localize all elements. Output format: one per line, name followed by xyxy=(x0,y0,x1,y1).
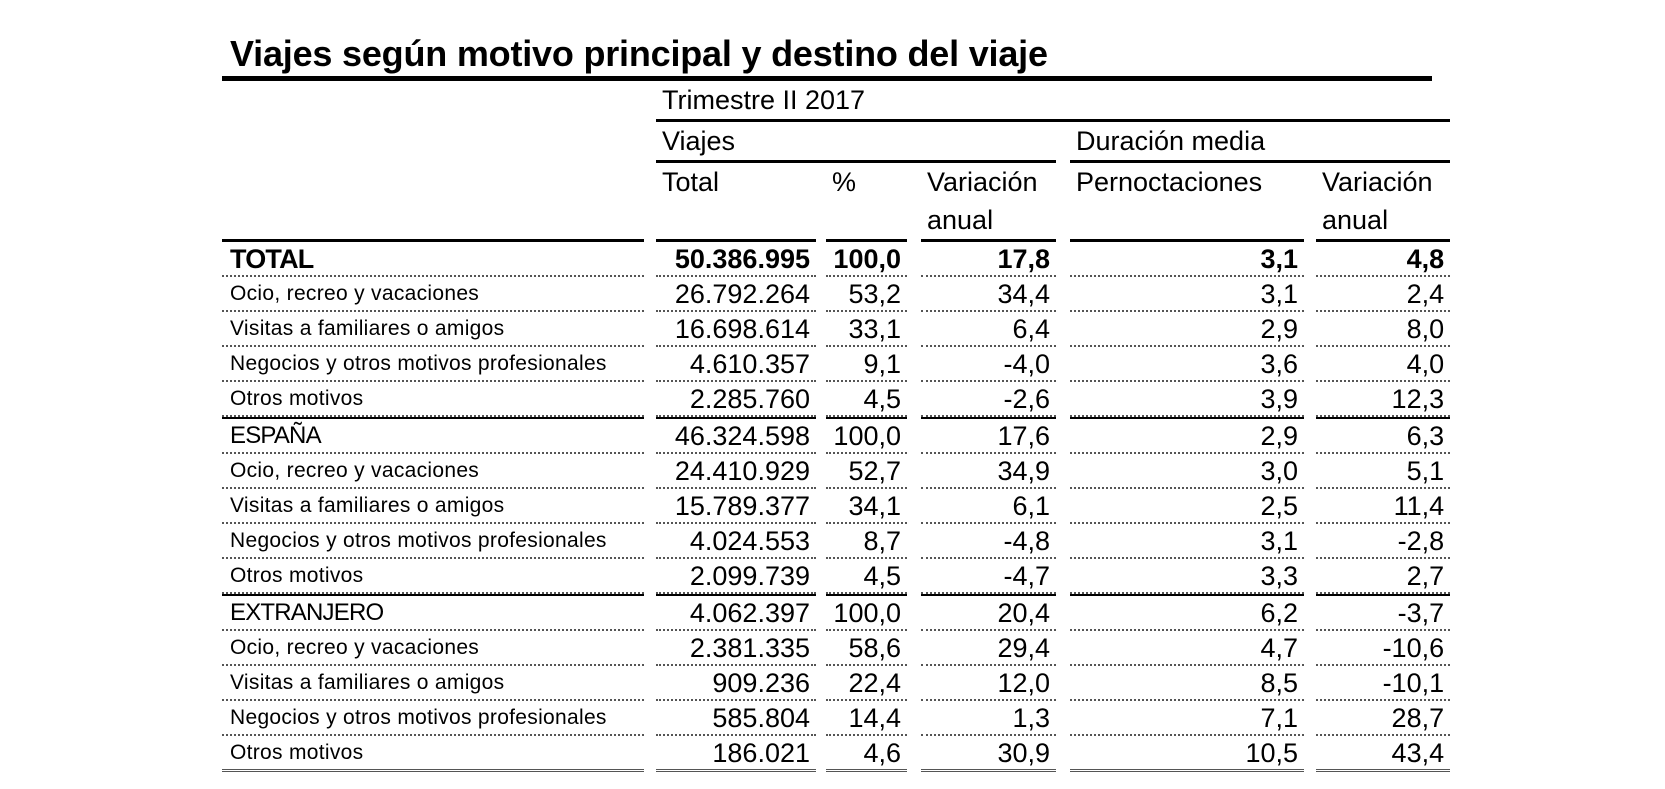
cell-pernoctaciones: 3,3 xyxy=(1070,559,1304,594)
cell-variation-duration: 2,4 xyxy=(1316,277,1450,312)
table-document xyxy=(222,33,1445,772)
cell-variation: 1,3 xyxy=(921,701,1056,736)
cell-variation: -4,7 xyxy=(921,559,1056,594)
table-row xyxy=(222,524,1450,559)
cell-pct: 4,5 xyxy=(826,382,907,417)
cell-pct: 34,1 xyxy=(826,489,907,524)
cell-pernoctaciones: 8,5 xyxy=(1070,666,1304,701)
cell-variation-duration: 5,1 xyxy=(1316,454,1450,489)
row-label: TOTAL xyxy=(222,239,644,277)
cell-pct: 8,7 xyxy=(826,524,907,559)
col-var-header: Variación xyxy=(927,166,1038,197)
table-row xyxy=(222,736,1450,772)
row-label: Ocio, recreo y vacaciones xyxy=(222,631,644,666)
row-label: Negocios y otros motivos profesionales xyxy=(222,524,644,559)
table-row xyxy=(222,594,1450,631)
cell-total: 15.789.377 xyxy=(656,489,816,524)
cell-total: 4.610.357 xyxy=(656,347,816,382)
cell-variation: 17,6 xyxy=(921,417,1056,454)
row-label: Otros motivos xyxy=(222,382,644,417)
cell-total: 50.386.995 xyxy=(656,239,816,277)
row-label: Otros motivos xyxy=(222,736,644,772)
table-row xyxy=(222,631,1450,666)
cell-variation: 34,9 xyxy=(921,454,1056,489)
cell-total: 2.381.335 xyxy=(656,631,816,666)
cell-variation-duration: 43,4 xyxy=(1316,736,1450,772)
cell-variation: 17,8 xyxy=(921,239,1056,277)
travel-table xyxy=(222,81,1450,772)
col-total-header: Total xyxy=(662,166,720,197)
row-label: Negocios y otros motivos profesionales xyxy=(222,701,644,736)
cell-variation: -4,8 xyxy=(921,524,1056,559)
col-pct-header: % xyxy=(832,166,857,197)
cell-variation-duration: 6,3 xyxy=(1316,417,1450,454)
cell-pct: 9,1 xyxy=(826,347,907,382)
cell-pernoctaciones: 3,1 xyxy=(1070,524,1304,559)
col-vard-header: Variación xyxy=(1322,166,1433,197)
cell-pct: 4,5 xyxy=(826,559,907,594)
cell-pernoctaciones: 2,9 xyxy=(1070,312,1304,347)
page-title: Viajes según motivo principal y destino del viaje xyxy=(222,34,1432,81)
cell-pct: 4,6 xyxy=(826,736,907,772)
cell-pct: 52,7 xyxy=(826,454,907,489)
row-label: Visitas a familiares o amigos xyxy=(222,489,644,524)
row-label: Negocios y otros motivos profesionales xyxy=(222,347,644,382)
cell-pernoctaciones: 10,5 xyxy=(1070,736,1304,772)
cell-total: 4.062.397 xyxy=(656,594,816,631)
cell-variation-duration: 8,0 xyxy=(1316,312,1450,347)
cell-pct: 22,4 xyxy=(826,666,907,701)
cell-variation-duration: 2,7 xyxy=(1316,559,1450,594)
table-row xyxy=(222,666,1450,701)
cell-pernoctaciones: 2,9 xyxy=(1070,417,1304,454)
cell-pernoctaciones: 3,0 xyxy=(1070,454,1304,489)
cell-total: 16.698.614 xyxy=(656,312,816,347)
cell-variation: 34,4 xyxy=(921,277,1056,312)
cell-total: 2.099.739 xyxy=(656,559,816,594)
cell-pernoctaciones: 2,5 xyxy=(1070,489,1304,524)
cell-pernoctaciones: 6,2 xyxy=(1070,594,1304,631)
cell-total: 4.024.553 xyxy=(656,524,816,559)
cell-pernoctaciones: 3,1 xyxy=(1070,239,1304,277)
col-pern-header: Pernoctaciones xyxy=(1076,166,1263,197)
cell-pct: 14,4 xyxy=(826,701,907,736)
col-vard-header-line2: anual xyxy=(1322,204,1389,235)
cell-variation-duration: -10,1 xyxy=(1316,666,1450,701)
table-row xyxy=(222,417,1450,454)
row-label: Visitas a familiares o amigos xyxy=(222,312,644,347)
cell-variation-duration: -2,8 xyxy=(1316,524,1450,559)
cell-pct: 100,0 xyxy=(826,594,907,631)
table-row xyxy=(222,239,1450,277)
cell-variation: 6,4 xyxy=(921,312,1056,347)
cell-pernoctaciones: 3,6 xyxy=(1070,347,1304,382)
table-row xyxy=(222,559,1450,594)
row-label: EXTRANJERO xyxy=(222,594,644,631)
cell-total: 46.324.598 xyxy=(656,417,816,454)
cell-pernoctaciones: 4,7 xyxy=(1070,631,1304,666)
cell-pernoctaciones: 3,1 xyxy=(1070,277,1304,312)
cell-variation: 30,9 xyxy=(921,736,1056,772)
table-row xyxy=(222,382,1450,417)
cell-total: 26.792.264 xyxy=(656,277,816,312)
cell-pernoctaciones: 7,1 xyxy=(1070,701,1304,736)
row-label: ESPAÑA xyxy=(222,417,644,454)
cell-pct: 33,1 xyxy=(826,312,907,347)
viajes-group-header: Viajes xyxy=(662,125,736,156)
cell-variation-duration: -10,6 xyxy=(1316,631,1450,666)
cell-total: 909.236 xyxy=(656,666,816,701)
cell-variation: -4,0 xyxy=(921,347,1056,382)
row-label: Otros motivos xyxy=(222,559,644,594)
cell-variation: 29,4 xyxy=(921,631,1056,666)
cell-pct: 100,0 xyxy=(826,417,907,454)
cell-total: 2.285.760 xyxy=(656,382,816,417)
cell-pernoctaciones: 3,9 xyxy=(1070,382,1304,417)
cell-total: 585.804 xyxy=(656,701,816,736)
cell-variation-duration: 11,4 xyxy=(1316,489,1450,524)
col-var-header-line2: anual xyxy=(927,204,994,235)
duracion-group-header: Duración media xyxy=(1076,125,1266,156)
cell-variation-duration: 4,0 xyxy=(1316,347,1450,382)
period-header: Trimestre II 2017 xyxy=(662,84,866,115)
table-row xyxy=(222,312,1450,347)
table-row xyxy=(222,489,1450,524)
cell-variation: 20,4 xyxy=(921,594,1056,631)
table-row xyxy=(222,277,1450,312)
cell-variation-duration: 12,3 xyxy=(1316,382,1450,417)
cell-variation: 6,1 xyxy=(921,489,1056,524)
cell-pct: 53,2 xyxy=(826,277,907,312)
cell-variation: 12,0 xyxy=(921,666,1056,701)
row-label: Ocio, recreo y vacaciones xyxy=(222,277,644,312)
cell-variation-duration: 28,7 xyxy=(1316,701,1450,736)
cell-pct: 58,6 xyxy=(826,631,907,666)
cell-total: 186.021 xyxy=(656,736,816,772)
cell-variation-duration: -3,7 xyxy=(1316,594,1450,631)
cell-total: 24.410.929 xyxy=(656,454,816,489)
cell-variation-duration: 4,8 xyxy=(1316,239,1450,277)
row-label: Visitas a familiares o amigos xyxy=(222,666,644,701)
table-row xyxy=(222,454,1450,489)
row-label: Ocio, recreo y vacaciones xyxy=(222,454,644,489)
table-row xyxy=(222,701,1450,736)
cell-pct: 100,0 xyxy=(826,239,907,277)
table-row xyxy=(222,347,1450,382)
cell-variation: -2,6 xyxy=(921,382,1056,417)
